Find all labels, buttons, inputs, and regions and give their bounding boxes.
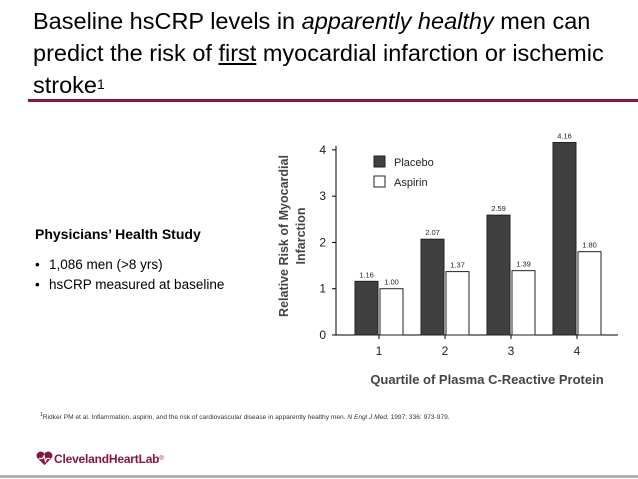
x-tick-label: 4 (573, 344, 581, 358)
bar-value-label: 1.37 (450, 260, 465, 270)
y-tick-label: 4 (319, 142, 326, 157)
title-footnote-marker: 1 (97, 76, 105, 92)
heart-icon (35, 451, 54, 466)
footnote-citation: 1997; 336: 973-979. (388, 414, 450, 422)
bar-value-label: 1.16 (359, 270, 374, 280)
legend-label: Aspirin (394, 177, 428, 189)
logo-text: ClevelandHeartLab (54, 451, 160, 466)
title-part: men can predict the risk of (33, 8, 591, 66)
title-part: Baseline hsCRP levels in (33, 8, 302, 34)
bar-value-label: 2.59 (491, 204, 506, 214)
bar-placebo (355, 281, 378, 335)
bar-value-label: 4.16 (557, 131, 572, 141)
bar-placebo (487, 215, 510, 335)
legend-label: Placebo (394, 157, 434, 169)
bar-placebo (421, 239, 444, 335)
x-tick-label: 2 (441, 344, 449, 358)
cleveland-heartlab-logo (35, 451, 164, 466)
title-underlined: first (218, 40, 257, 66)
study-bullets (35, 255, 224, 295)
bar-aspirin (380, 289, 403, 335)
slide-title (33, 5, 633, 101)
relative-risk-bar-chart (268, 128, 618, 398)
bullet-item: • hsCRP measured at baseline (35, 275, 224, 295)
y-axis-title: Relative Risk of Myocardial (277, 155, 291, 317)
bar-placebo (553, 142, 576, 335)
footnote-marker: 1 (40, 412, 43, 418)
study-title: Physicians’ Health Study (35, 226, 201, 242)
footnote (40, 412, 450, 421)
x-axis-title: Quartile of Plasma C-Reactive Protein (370, 372, 604, 387)
footer-divider (0, 475, 638, 478)
x-tick-label: 3 (507, 344, 515, 358)
bar-aspirin (446, 272, 469, 335)
bar-aspirin (512, 271, 535, 335)
title-emphasis: apparently healthy (301, 8, 494, 34)
bar-value-label: 1.00 (384, 277, 399, 287)
bar-value-label: 1.39 (516, 259, 531, 269)
bullet-item: • 1,086 men (>8 yrs) (35, 255, 224, 275)
y-tick-label: 2 (319, 235, 326, 250)
bar-value-label: 1.80 (582, 240, 597, 250)
y-tick-label: 0 (319, 328, 326, 342)
title-divider (28, 99, 638, 102)
registered-mark: ® (159, 455, 164, 462)
legend-swatch (374, 156, 385, 167)
footnote-journal: N Engl J Med. (347, 414, 389, 422)
y-axis-title: Infarction (294, 207, 308, 265)
bar-aspirin (578, 252, 601, 335)
legend-swatch (374, 176, 385, 187)
footnote-text: Ridker PM et al. Inflammation, aspirin, and the risk of cardiovascular disease in apparently healthy men. (42, 414, 348, 422)
bar-value-label: 2.07 (425, 228, 440, 238)
y-tick-label: 3 (319, 189, 326, 204)
y-tick-label: 1 (319, 281, 326, 296)
title-part: myocardial infarction or ischemic stroke (33, 40, 604, 98)
x-tick-label: 1 (375, 344, 383, 358)
